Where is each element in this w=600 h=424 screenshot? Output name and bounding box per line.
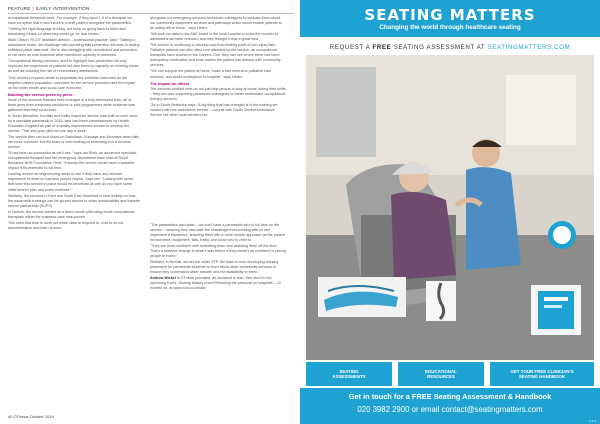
section-title: EARLY INTERVENTION — [35, 6, 90, 11]
subheading: Building the service piece by piece — [8, 91, 73, 97]
request-url[interactable]: SEATINGMATTERS.COM — [487, 44, 571, 51]
care-home-photo — [306, 55, 594, 360]
tile-line: EDUCATIONAL — [425, 368, 457, 374]
request-line — [300, 44, 600, 51]
paragraph: "It has been so successful as we'll see," says Ian Rizio, an advanced specialist occupational therapist and the emergency department team lead at Royal Berkshire NHS Foundation Trust. "It shows the service would have a sizeable impact if it's extended to full time. — [8, 151, 137, 171]
paragraph: "Getting the right language is tricky, but keep on going back to them and translating it back on what they would go for that means." — [8, 27, 126, 37]
paragraph: "Any service proposal needs to emphasise the potential outcomes for the targeted patient population, outcomes for the service providers and the impact on the wider health and social care economy." — [8, 75, 136, 90]
contact-details[interactable]: 020 3982 2900 or email contact@seatingmatters.com — [357, 405, 543, 414]
tile-line: ASSESSMENTS — [332, 374, 366, 379]
page-footer: 40 OTnews October 2019 — [8, 414, 54, 419]
author-name: Andrew Mickel — [150, 276, 176, 281]
tile-seating-assessments[interactable] — [306, 362, 392, 386]
paragraph: The services profiled here do not just help people to stay at home during their shifts – they are also supporting paramedic colleagues to better understand occupational therapy services. — [150, 86, 286, 101]
paragraph: "We used that time to work out which data to respond to, how to do our documentation and learn to work — [8, 220, 124, 230]
tile-clinicians-handbook[interactable] — [490, 362, 594, 386]
contact-headline: Get in touch for a FREE Seating Assessment & Handbook — [348, 392, 552, 401]
section-separator: | — [32, 6, 34, 11]
paragraph: "We can support the patient at home, make a fast referral to palliative care services, and avoid conveyance to hospital," says Helen. — [150, 69, 272, 79]
subheading: The impact on others — [150, 80, 190, 86]
paragraph: The service then ran four hours on Saturdays, Sundays and Mondays when falls are more common, but the team is now working at extending it to a full-time service. — [8, 135, 139, 150]
author-bio — [150, 276, 286, 291]
request-suffix: SEATING ASSESSMENT AT — [393, 44, 486, 51]
text-column-1 — [8, 16, 140, 232]
tile-line: SEATING — [339, 368, 359, 374]
paragraph: "We took our data to the A&E board in the local hospital to show the number of admissions we have reduced, and they thought it was a great idea. — [150, 32, 279, 42]
paragraph: "They are more confident with mobilising them and assisting them off the floor. That's a massive change to what it was before if they weren't as confident in seeing people at home." — [150, 244, 286, 259]
header-rule — [8, 13, 294, 14]
paragraph: Similarly, the services in Kent and North East Somerset is time limiting on how the paramedic trainings can be spread around to wider sustainability and transfer rescue partnership (SCPS). — [8, 193, 141, 208]
service-tiles — [306, 362, 594, 386]
brand-title: SEATING MATTERS — [364, 6, 536, 24]
paragraph: In Norfolk, the service started as a three-month pilot using funds occupational therapists within the business case was proven. — [8, 209, 135, 219]
paragraph: Nicki Clinton, RCOT assistant director – professional practice, said: "Talking to ambulance trusts, the challenge with providing falls prevention services is finding sufficient place-able staff. We're also struggling with recruitment and prevention to roll seen as core business when workforce capacity is stretched. — [8, 38, 140, 58]
right-page-number: 0.1.4 — [589, 419, 596, 423]
right-page-advert — [300, 0, 600, 424]
tile-line: RESOURCES — [427, 374, 455, 379]
paragraph: alongside our emergency services technician colleagues to educate them about our community equipment services and pathways which would enable patients to be safely left at home," says Helen. — [150, 16, 283, 31]
paragraph: "Occupational therapy services need to highlight how prevention not only improves the experience of patients but also frees up capacity on existing crews, as well as reducing the risk of unnecessary admissions. — [8, 59, 140, 74]
tile-line: SEATING HANDBOOK — [518, 374, 566, 379]
request-prefix: REQUEST A — [329, 44, 371, 51]
text-column-2 — [150, 16, 286, 293]
paragraph: In South Berkshire, the falls and frailty response service was built on work done by a specialist paramedic in 2016, who had been commissioned by Health Education England as part of a quality improvement service to develop the service. That one-year pilot ran one day a week. — [8, 113, 138, 133]
paragraph: occupational therapists work. For example, if they want 1.5 of a therapist we have no option that it won't work in a shift pattern alongside the paramedics. — [8, 16, 133, 26]
paragraph: "The paramedics also state – we don't have a paramedic who is full time on the service – meaning they also take the knowledge from working with us and implement it elsewhere, teaching them with a more holistic approach as the patient environment, equipment, falls, frailty, and know who to refer to. — [150, 222, 285, 243]
section-header — [8, 6, 90, 11]
paragraph: The service is continuing to develop now that existing point of non-injury falls. Palliative patients are also often now attended by the service, as occupational therapists have access to the Careers One, they can see where there has been anticipatory medication and what carries the patient has already with community services. — [150, 43, 281, 68]
paragraph: Looking around at neighbouring areas to see if they have any relevant experience to draw on has also proved helpful. Says Ian: "Liaising with areas that have this service in place would be beneficial as well as you have some initial shared plan and some evidence." — [8, 172, 134, 192]
paragraph: Similarly, in Norfolk, across the wider STP, the team is now developing working placement for paramedic students to learn about other community services to ensure they understand wider transfer and the availability to them. — [150, 260, 279, 275]
paragraph: None of the services featured here emerged in a fully-developed form; all of them grew from temporary structures or pilot programmes while evidence was gathered that they could work. — [8, 97, 136, 112]
tile-line: GET YOUR FREE CLINICIAN'S — [510, 368, 574, 374]
section-label: FEATURE — [8, 6, 31, 11]
paragraph: "As in South Berkshire says: 'A big thing that has changed is in the training we conduct with the ambulance service – not just with South Central Ambulance Service but other local services too. — [150, 102, 278, 117]
tile-educational-resources[interactable] — [398, 362, 484, 386]
photo-spacer — [150, 119, 286, 223]
brand-tagline: Changing the world through healthcare seating — [379, 24, 521, 31]
request-free: FREE — [372, 44, 392, 51]
author-bio-text: is OTnews journalist, an assistant is lead. See more in the upcoming Event. Sealing Mickey report Reducing the pressure on hospitals – 12 months on, at www.rcot.co.uk/falls — [150, 276, 281, 291]
